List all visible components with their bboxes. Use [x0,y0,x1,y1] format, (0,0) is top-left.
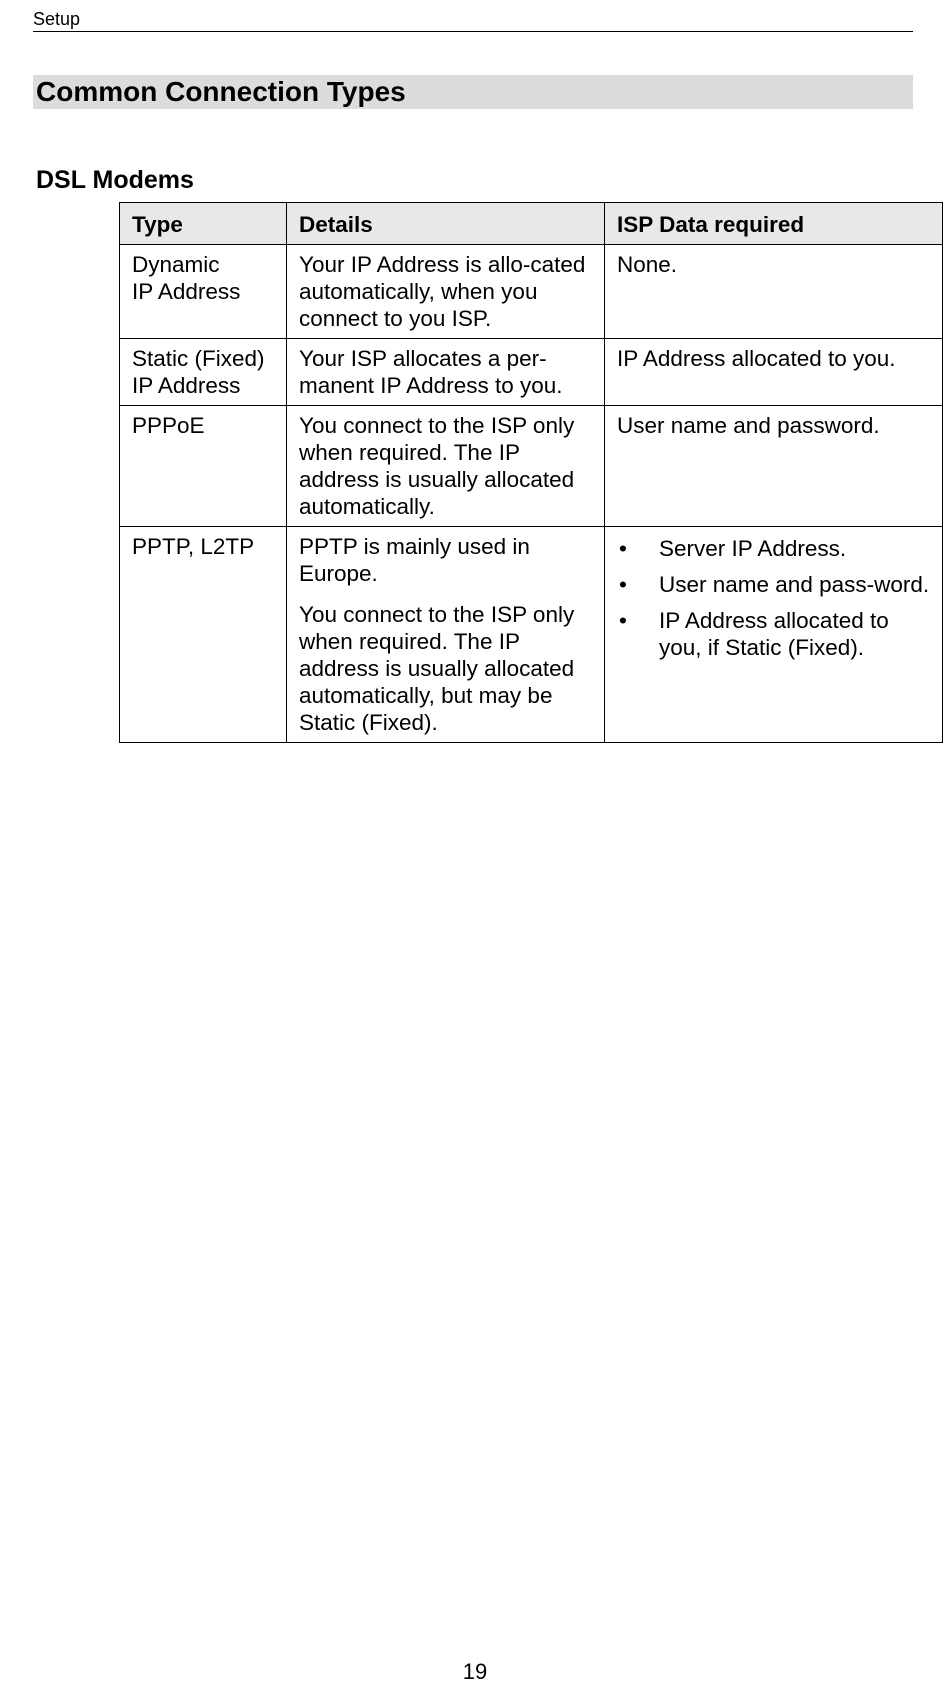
column-header-isp-data: ISP Data required [605,203,943,245]
bullet-item [617,607,930,661]
running-header: Setup [33,9,81,29]
table-header-row [120,203,943,245]
bullet-icon: • [619,572,627,597]
isp-data-cell [605,527,943,743]
type-cell [120,527,287,743]
type-line: PPPoE [132,413,205,438]
isp-data-bullet-list [617,535,930,661]
bullet-text: Server IP Address. [659,536,847,561]
table-row [120,339,943,406]
bullet-text: User name and pass-word. [659,572,930,597]
details-cell [287,245,605,339]
details-paragraph: You connect to the ISP only when required. The IP address is usually allocated automatically. [299,413,575,519]
type-line: IP Address [132,373,241,398]
type-cell [120,406,287,527]
type-line: Dynamic [132,252,220,277]
type-cell [120,339,287,406]
column-header-type: Type [120,203,287,245]
bullet-item [617,571,930,598]
table-row [120,406,943,527]
subsection-title: DSL Modems [36,166,194,194]
isp-data-text: None. [617,252,678,277]
type-line: IP Address [132,279,241,304]
table-row [120,245,943,339]
bullet-icon: • [619,608,627,633]
details-cell [287,339,605,406]
isp-data-cell [605,245,943,339]
details-cell [287,406,605,527]
page-number: 19 [462,1659,488,1684]
isp-data-cell [605,406,943,527]
bullet-item [617,535,930,562]
connection-types-table [119,202,943,743]
section-title: Common Connection Types [33,75,913,109]
table-row [120,527,943,743]
column-header-details: Details [287,203,605,245]
header-rule [33,31,913,32]
type-line: Static (Fixed) [132,346,265,371]
details-paragraph: Your IP Address is allo-cated automatically, when you connect to you ISP. [299,252,586,331]
bullet-text: IP Address allocated to you, if Static (Fixed). [659,608,889,660]
isp-data-text: IP Address allocated to you. [617,346,896,371]
type-cell [120,245,287,339]
details-cell [287,527,605,743]
isp-data-text: User name and password. [617,413,880,438]
details-paragraph: You connect to the ISP only when required. The IP address is usually allocated automatically, but may be Static (Fixed). [299,602,575,735]
isp-data-cell [605,339,943,406]
bullet-icon: • [619,536,627,561]
type-line: PPTP, L2TP [132,534,255,559]
details-paragraph: Your ISP allocates a per-manent IP Address to you. [299,346,563,398]
details-paragraph: PPTP is mainly used in Europe. [299,534,530,586]
